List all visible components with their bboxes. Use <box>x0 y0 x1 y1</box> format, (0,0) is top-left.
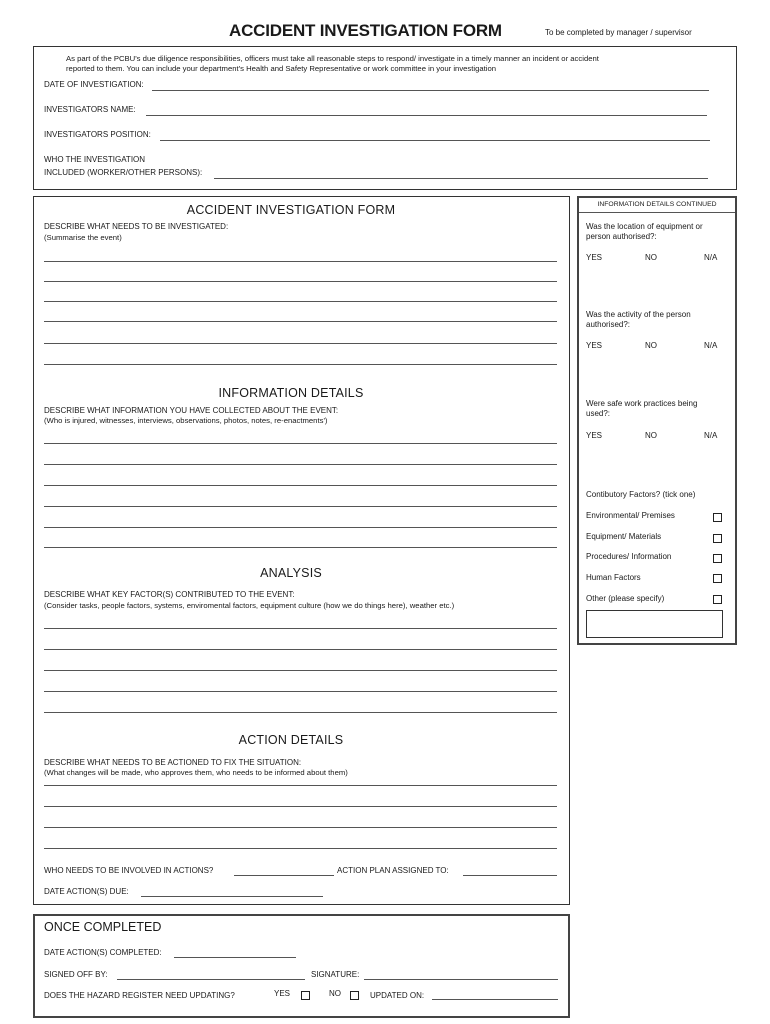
plan-assigned-label: ACTION PLAN ASSIGNED TO: <box>337 866 449 875</box>
plan-assigned-field[interactable] <box>463 875 557 876</box>
analysis-line-4[interactable] <box>44 691 557 692</box>
info-line-4[interactable] <box>44 506 557 507</box>
question-activity-line1: Was the activity of the person <box>586 310 691 319</box>
action-line-4[interactable] <box>44 848 557 849</box>
hazard-no-checkbox[interactable] <box>350 991 359 1000</box>
info-line-1[interactable] <box>44 443 557 444</box>
q3-no-option[interactable]: NO <box>645 431 657 440</box>
once-completed-heading: ONCE COMPLETED <box>44 920 162 934</box>
investigators-name-field[interactable] <box>146 115 707 116</box>
q1-na-option[interactable]: N/A <box>704 253 718 262</box>
info-continued-heading: INFORMATION DETAILS CONTINUED <box>597 201 717 208</box>
info-label: DESCRIBE WHAT INFORMATION YOU HAVE COLLECTED ABOUT THE EVENT: <box>44 406 339 415</box>
action-heading: ACTION DETAILS <box>238 733 344 747</box>
signed-off-field[interactable] <box>117 979 305 980</box>
describe-line-5[interactable] <box>44 343 557 344</box>
updated-on-field[interactable] <box>432 999 558 1000</box>
date-completed-field[interactable] <box>174 957 296 958</box>
factor-label-procedures: Procedures/ Information <box>586 552 672 561</box>
action-label: DESCRIBE WHAT NEEDS TO BE ACTIONED TO FIX THE SITUATION: <box>44 758 302 767</box>
analysis-heading: ANALYSIS <box>260 566 322 580</box>
form-title: ACCIDENT INVESTIGATION FORM <box>229 21 502 40</box>
info-heading: INFORMATION DETAILS <box>218 386 364 400</box>
factor-checkbox-equipment[interactable] <box>713 534 722 543</box>
factor-label-human: Human Factors <box>586 573 641 582</box>
q2-no-option[interactable]: NO <box>645 341 657 350</box>
info-hint: (Who is injured, witnesses, interviews, observations, photos, notes, re-enactments') <box>44 416 328 425</box>
investigators-name-label: INVESTIGATORS NAME: <box>44 105 136 114</box>
factor-checkbox-other[interactable] <box>713 595 722 604</box>
describe-hint: (Summarise the event) <box>44 233 122 242</box>
q1-yes-option[interactable]: YES <box>586 253 603 262</box>
q3-yes-option[interactable]: YES <box>586 431 603 440</box>
describe-line-3[interactable] <box>44 301 557 302</box>
q1-no-option[interactable]: NO <box>645 253 657 262</box>
factor-label-equipment: Equipment/ Materials <box>586 532 662 541</box>
date-due-label: DATE ACTION(S) DUE: <box>44 887 129 896</box>
describe-line-1[interactable] <box>44 261 557 262</box>
who-involved-field[interactable] <box>234 875 334 876</box>
factor-checkbox-human[interactable] <box>713 574 722 583</box>
date-due-field[interactable] <box>141 896 323 897</box>
factor-checkbox-procedures[interactable] <box>713 554 722 563</box>
action-line-1[interactable] <box>44 785 557 786</box>
form-subtitle: To be completed by manager / supervisor <box>545 28 692 37</box>
info-line-3[interactable] <box>44 485 557 486</box>
factors-heading: Contibutory Factors? (tick one) <box>586 490 696 499</box>
question-safe-practices-line1: Were safe work practices being <box>586 399 698 408</box>
hazard-register-label: DOES THE HAZARD REGISTER NEED UPDATING? <box>44 991 235 1000</box>
analysis-line-2[interactable] <box>44 649 557 650</box>
intro-text-line1: As part of the PCBU's due diligence responsibilities, officers must take all reasonable steps to respond/ investigate in a timely manner an incident or accident <box>66 54 599 63</box>
date-of-investigation-field[interactable] <box>152 90 709 91</box>
main-form-heading: ACCIDENT INVESTIGATION FORM <box>186 203 396 217</box>
hazard-yes-label: YES <box>274 989 291 998</box>
date-completed-label: DATE ACTION(S) COMPLETED: <box>44 948 162 957</box>
q3-na-option[interactable]: N/A <box>704 431 718 440</box>
hazard-yes-checkbox[interactable] <box>301 991 310 1000</box>
question-location-line1: Was the location of equipment or <box>586 222 703 231</box>
question-activity-line2: authorised?: <box>586 320 631 329</box>
who-included-label-line2: INCLUDED (WORKER/OTHER PERSONS): <box>44 168 203 177</box>
signature-label: SIGNATURE: <box>311 970 360 979</box>
analysis-hint: (Consider tasks, people factors, systems, enviromental factors, equipment culture (how we do things here), weather etc.) <box>44 601 455 610</box>
action-line-2[interactable] <box>44 806 557 807</box>
question-location-line2: person authorised?: <box>586 232 657 241</box>
action-line-3[interactable] <box>44 827 557 828</box>
info-line-2[interactable] <box>44 464 557 465</box>
q2-yes-option[interactable]: YES <box>586 341 603 350</box>
analysis-line-1[interactable] <box>44 628 557 629</box>
describe-label: DESCRIBE WHAT NEEDS TO BE INVESTIGATED: <box>44 222 229 231</box>
action-hint: (What changes will be made, who approves them, who needs to be informed about them) <box>44 768 348 777</box>
main-section <box>33 196 570 905</box>
date-of-investigation-label: DATE OF INVESTIGATION: <box>44 80 144 89</box>
describe-line-4[interactable] <box>44 321 557 322</box>
other-specify-box[interactable] <box>586 610 723 638</box>
describe-line-2[interactable] <box>44 281 557 282</box>
investigators-position-field[interactable] <box>160 140 710 141</box>
factor-label-other: Other (please specify) <box>586 594 665 603</box>
intro-text-line2: reported to them. You can include your department's Health and Safety Representative or work committee in your investigation <box>66 64 497 73</box>
question-safe-practices-line2: used?: <box>586 409 611 418</box>
updated-on-label: UPDATED ON: <box>370 991 425 1000</box>
describe-line-6[interactable] <box>44 364 557 365</box>
hazard-no-label: NO <box>329 989 341 998</box>
who-included-label-line1: WHO THE INVESTIGATION <box>44 155 146 164</box>
analysis-line-3[interactable] <box>44 670 557 671</box>
info-line-5[interactable] <box>44 527 557 528</box>
who-included-field[interactable] <box>214 178 708 179</box>
investigators-position-label: INVESTIGATORS POSITION: <box>44 130 151 139</box>
signed-off-label: SIGNED OFF BY: <box>44 970 108 979</box>
q2-na-option[interactable]: N/A <box>704 341 718 350</box>
factor-label-environmental: Environmental/ Premises <box>586 511 675 520</box>
info-continued-heading-rule <box>579 212 735 213</box>
info-line-6[interactable] <box>44 547 557 548</box>
signature-field[interactable] <box>364 979 558 980</box>
analysis-label: DESCRIBE WHAT KEY FACTOR(S) CONTRIBUTED TO THE EVENT: <box>44 590 295 599</box>
who-involved-label: WHO NEEDS TO BE INVOLVED IN ACTIONS? <box>44 866 214 875</box>
analysis-line-5[interactable] <box>44 712 557 713</box>
factor-checkbox-environmental[interactable] <box>713 513 722 522</box>
